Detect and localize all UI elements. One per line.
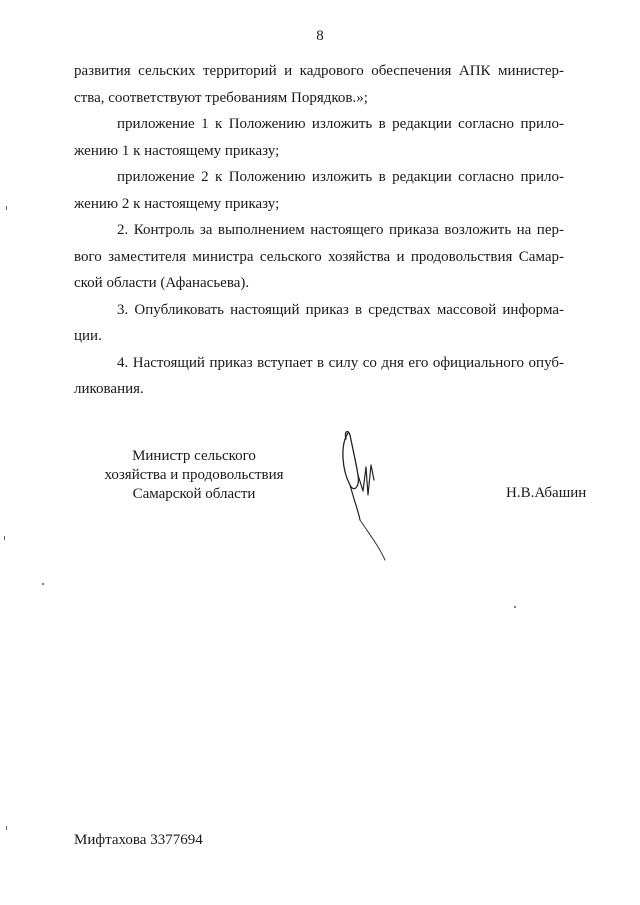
body-line: приложение 1 к Положению изложить в редакции согласно прило-	[117, 116, 564, 132]
body-line: вого заместителя министра сельского хозяйства и продовольствия Самар-	[74, 248, 564, 265]
body-line: 4. Настоящий приказ вступает в силу со дня его официального опуб-	[117, 354, 564, 371]
signatory-title-line: хозяйства и продовольствия	[104, 467, 284, 483]
page-number: 8	[316, 28, 324, 44]
body-line: ства, соответствуют требованиям Порядков.»;	[74, 89, 368, 106]
scan-speck	[42, 583, 44, 585]
body-line: 3. Опубликовать настоящий приказ в средствах массовой информа-	[117, 301, 564, 318]
body-line: жению 2 к настоящему приказу;	[74, 195, 280, 212]
body-line: ликования.	[74, 381, 144, 397]
signatory-title	[74, 447, 314, 504]
body-line: 2. Контроль за выполнением настоящего приказа возложить на пер-	[117, 222, 564, 238]
signatory-title-line: Самарской области	[132, 486, 256, 502]
scan-speck	[4, 536, 5, 540]
scan-speck	[514, 606, 516, 608]
body-line: приложение 2 к Положению изложить в редакции согласно прило-	[117, 169, 564, 185]
scan-speck	[6, 826, 7, 830]
executor-contact: Мифтахова 3377694	[74, 832, 203, 848]
document-body	[74, 58, 564, 403]
body-line: жению 1 к настоящему приказу;	[74, 142, 280, 159]
body-line: ции.	[74, 328, 102, 344]
body-line: развития сельских территорий и кадрового обеспечения АПК министер-	[74, 63, 564, 79]
handwritten-signature	[330, 425, 400, 565]
body-line: ской области (Афанасьева).	[74, 275, 250, 291]
signatory-title-line: Министр сельского	[132, 448, 256, 464]
scan-speck	[6, 206, 7, 210]
signatory-name: Н.В.Абашин	[506, 485, 587, 501]
